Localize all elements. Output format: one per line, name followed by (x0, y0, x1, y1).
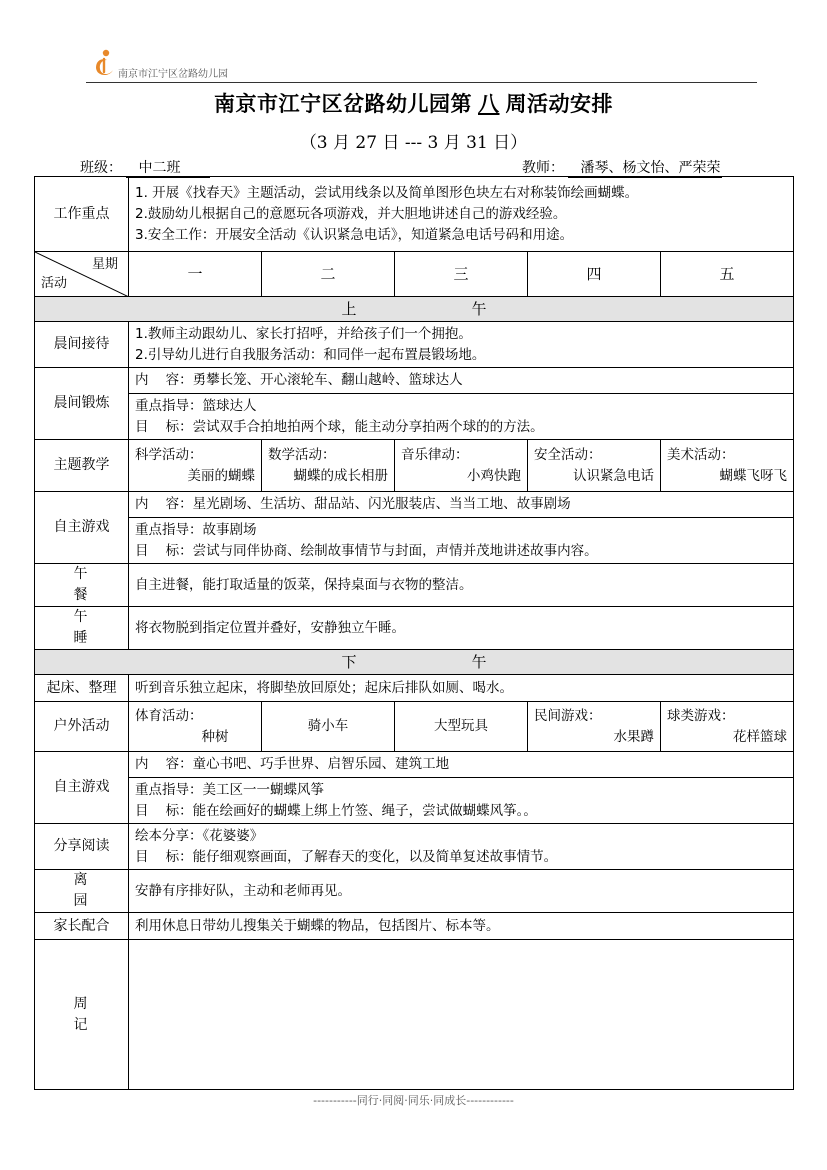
reception-line-2: 2.引导幼儿进行自我服务活动：和同伴一起布置晨锻场地。 (135, 346, 486, 363)
theme-cell-thu (528, 440, 661, 492)
reception-row (35, 322, 794, 368)
lunch-label-text: 午餐 (73, 566, 114, 603)
theme-name-mon: 美丽的蝴蝶 (187, 467, 255, 484)
afternoon-section-char-2: 午 (471, 652, 487, 671)
parents-row (35, 913, 794, 940)
focus-line-3: 3.安全工作：开展安全活动《认识紧急电话》，知道紧急电话号码和用途。 (135, 226, 574, 243)
outdoor-cell-fri (661, 702, 794, 752)
outdoor-cell-mon (129, 702, 262, 752)
outdoor-label: 户外活动 (35, 702, 129, 752)
morning-freeplay-guide: 重点指导：故事剧场 (135, 521, 257, 538)
exercise-guide: 重点指导：篮球达人 (135, 397, 257, 414)
nap-text: 将衣物脱到指定位置并叠好，安静独立午睡。 (129, 607, 794, 650)
class-value: 中二班 (126, 157, 210, 178)
outdoor-type-mon: 体育活动： (135, 707, 203, 724)
morning-freeplay-guide-goal (129, 518, 794, 564)
weekday-wed: 三 (395, 252, 528, 297)
nap-label-text: 午睡 (73, 609, 114, 646)
exercise-guide-goal (129, 394, 794, 440)
theme-teaching-label: 主题教学 (35, 440, 129, 492)
school-logo-icon (92, 48, 116, 78)
teacher-value: 潘琴、杨文怡、严荣荣 (568, 157, 722, 178)
reading-content (129, 824, 794, 870)
exercise-label: 晨间锻炼 (35, 368, 129, 440)
theme-type-fri: 美术活动： (667, 446, 735, 463)
corner-weekday-label: 星期 (91, 257, 118, 272)
theme-name-wed: 小鸡快跑 (467, 467, 521, 484)
lunch-row (35, 564, 794, 607)
afternoon-freeplay-goal: 目 标：能在绘画好的蝴蝶上绑上竹签、绳子，尝试做蝴蝶风筝。。 (135, 802, 537, 819)
wakeup-row (35, 675, 794, 702)
morning-section-char-2: 午 (471, 299, 487, 318)
parents-text: 利用休息日带幼儿搜集关于蝴蝶的物品，包括图片、标本等。 (129, 913, 794, 940)
focus-line-2: 2.鼓励幼儿根据自己的意愿玩各项游戏，并大胆地讲述自己的游戏经验。 (135, 205, 567, 222)
morning-freeplay-row-2 (35, 518, 794, 564)
corner-activity-label: 活动 (41, 276, 68, 291)
theme-type-mon: 科学活动： (135, 446, 203, 463)
leave-text: 安静有序排好队，主动和老师再见。 (129, 870, 794, 913)
weekday-corner-cell (35, 252, 129, 297)
theme-name-fri: 蝴蝶飞呀飞 (719, 467, 787, 484)
focus-content (129, 177, 794, 252)
focus-label: 工作重点 (35, 177, 129, 252)
header-school-name: 南京市江宁区岔路幼儿园 (118, 69, 228, 80)
theme-cell-fri (661, 440, 794, 492)
leave-row (35, 870, 794, 913)
reading-label: 分享阅读 (35, 824, 129, 870)
exercise-row-1 (35, 368, 794, 394)
weekday-mon: 一 (129, 252, 262, 297)
leave-label (35, 870, 129, 913)
outdoor-name-wed: 大型玩具 (434, 718, 488, 734)
reading-goal: 目 标：能仔细观察画面，了解春天的变化，以及简单复述故事情节。 (135, 848, 558, 865)
theme-cell-wed (395, 440, 528, 492)
afternoon-section-char-1: 下 (341, 652, 357, 671)
afternoon-freeplay-content: 内 容：童心书吧、巧手世界、启智乐园、建筑工地 (129, 752, 794, 778)
page-title (0, 88, 827, 118)
class-info (80, 157, 210, 178)
lunch-text: 自主进餐，能打取适量的饭菜，保持桌面与衣物的整洁。 (129, 564, 794, 607)
morning-section-heading (35, 297, 794, 322)
date-range: （3 月 27 日 --- 3 月 31 日） (299, 133, 528, 153)
morning-freeplay-content: 内 容：星光剧场、生活坊、甜品站、闪光服装店、当当工地、故事剧场 (129, 492, 794, 518)
weekday-thu: 四 (528, 252, 661, 297)
weekday-fri: 五 (661, 252, 794, 297)
outdoor-type-thu: 民间游戏： (534, 707, 602, 724)
afternoon-freeplay-guide-goal (129, 778, 794, 824)
morning-section-char-1: 上 (341, 299, 357, 318)
outdoor-name-fri: 花样篮球 (733, 728, 787, 745)
afternoon-freeplay-row-2 (35, 778, 794, 824)
afternoon-freeplay-row-1 (35, 752, 794, 778)
teacher-label: 教师： (522, 160, 564, 176)
theme-type-thu: 安全活动： (534, 446, 602, 463)
reception-line-1: 1.教师主动跟幼儿、家长打招呼，并给孩子们一个拥抱。 (135, 325, 472, 342)
reception-label: 晨间接待 (35, 322, 129, 368)
reception-content (129, 322, 794, 368)
weekday-header-row (35, 252, 794, 297)
page-footer: -----------同行·同阅·同乐·同成长------------ (313, 1094, 514, 1107)
outdoor-cell-thu (528, 702, 661, 752)
wakeup-text: 听到音乐独立起床，将脚垫放回原处；起床后排队如厕、喝水。 (129, 675, 794, 702)
exercise-content: 内 容：勇攀长笼、开心滚轮车、翻山越岭、篮球达人 (129, 368, 794, 394)
theme-cell-tue (262, 440, 395, 492)
focus-line-1: 1. 开展《找春天》主题活动，尝试用线条以及简单图形色块左右对称装饰绘画蝴蝶。 (135, 184, 639, 201)
afternoon-section-heading (35, 650, 794, 675)
exercise-row-2 (35, 394, 794, 440)
outdoor-row (35, 702, 794, 752)
class-label: 班级： (80, 160, 122, 176)
morning-freeplay-label: 自主游戏 (35, 492, 129, 564)
outdoor-name-thu: 水果蹲 (613, 728, 654, 745)
morning-freeplay-goal: 目 标：尝试与同伴协商、绘制故事情节与封面，声情并茂地讲述故事内容。 (135, 542, 598, 559)
outdoor-type-fri: 球类游戏： (667, 707, 735, 724)
afternoon-section-row (35, 650, 794, 675)
title-prefix: 南京市江宁区岔路幼儿园第 (214, 92, 472, 116)
parents-label: 家长配合 (35, 913, 129, 940)
exercise-goal: 目 标：尝试双手合拍地拍两个球，能主动分享拍两个球的的方法。 (135, 418, 544, 435)
reading-book: 绘本分享：《花婆婆》 (135, 827, 264, 844)
title-week-number: 八 (478, 92, 500, 116)
wakeup-label: 起床、整理 (35, 675, 129, 702)
morning-freeplay-row-1 (35, 492, 794, 518)
outdoor-name-tue: 骑小车 (307, 718, 349, 734)
lunch-label (35, 564, 129, 607)
weekly-notes-row (35, 940, 794, 1090)
outdoor-name-mon: 种树 (201, 728, 229, 745)
leave-label-text: 离园 (73, 872, 114, 909)
weekly-notes-label-text: 周记 (73, 995, 110, 1033)
header-divider (86, 82, 757, 83)
theme-teaching-row (35, 440, 794, 492)
afternoon-freeplay-label: 自主游戏 (35, 752, 129, 824)
theme-type-tue: 数学活动： (268, 446, 336, 463)
weekly-schedule-table (34, 176, 794, 1090)
nap-row (35, 607, 794, 650)
afternoon-freeplay-guide: 重点指导：美工区一一蝴蝶风筝 (135, 781, 324, 798)
theme-name-tue: 蝴蝶的成长相册 (293, 467, 388, 484)
weekday-tue: 二 (262, 252, 395, 297)
theme-name-thu: 认识紧急电话 (573, 467, 654, 484)
teacher-info (522, 157, 722, 178)
reading-row (35, 824, 794, 870)
outdoor-cell-tue (262, 702, 395, 752)
weekly-notes-content (129, 940, 794, 1090)
weekly-notes-label (35, 940, 129, 1090)
nap-label (35, 607, 129, 650)
focus-row (35, 177, 794, 252)
theme-cell-mon (129, 440, 262, 492)
morning-section-row (35, 297, 794, 322)
outdoor-cell-wed (395, 702, 528, 752)
theme-type-wed: 音乐律动： (401, 446, 469, 463)
title-suffix: 周活动安排 (505, 92, 613, 116)
